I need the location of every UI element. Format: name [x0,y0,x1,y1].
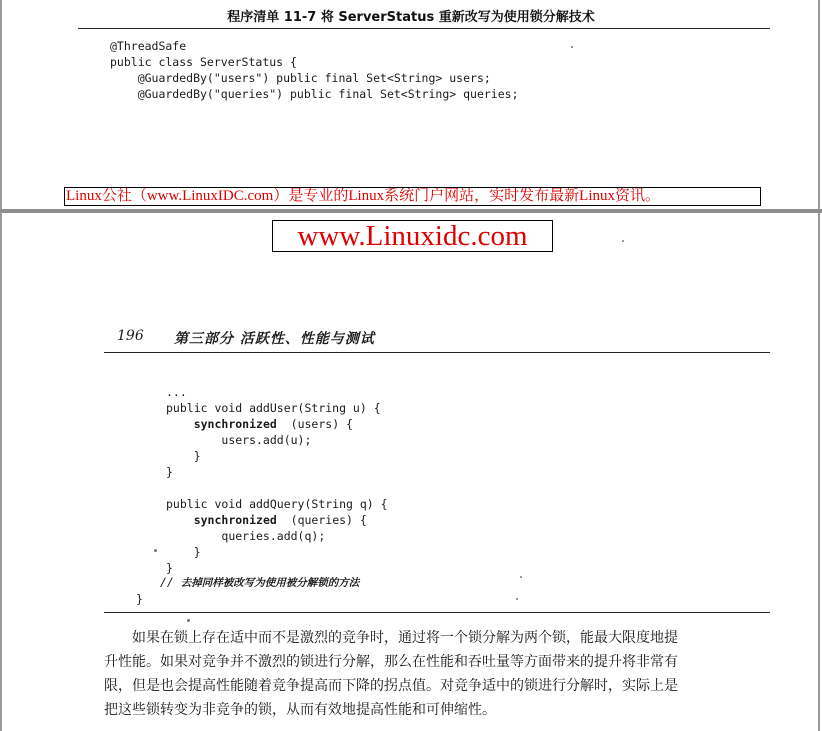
watermark-url[interactable]: www.Linuxidc.com [272,220,553,252]
code-line: public void addQuery(String q) { [166,497,388,511]
class-close-brace [136,591,143,607]
scan-speck [516,598,518,600]
paragraph-line: 把这些锁转变为非竞争的锁，从而有效地提高性能和可伸缩性。 [104,702,496,718]
code-line: ... [166,385,187,399]
synchronized-keyword: synchronized [193,417,277,431]
comment-text: 去掉同样被改写为使用被分解锁的方法 [180,577,360,589]
synchronized-keyword: synchronized [193,513,277,527]
scan-speck [571,46,573,48]
linuxidc-banner[interactable]: Linux公社（www.LinuxIDC.com）是专业的Linux系统门户网站，实时发布最新Linux资讯。 [64,187,761,206]
code-line: public void addUser(String u) { [166,401,381,415]
top-page [0,0,820,210]
top-code-block [110,38,519,102]
scan-speck [154,549,157,552]
header-rule [104,352,770,353]
code-fragment: (queries) { [290,513,367,527]
code-fragment: (users) { [290,417,353,431]
code-line: @GuardedBy("queries") public final Set<String> queries; [110,87,519,101]
code-line: } [136,592,143,606]
code-comment [160,575,359,590]
paragraph-line: 限，但是也会提高性能随着竞争提高而下降的拐点值。对竞争适中的锁进行分解时，实际上是 [104,678,678,694]
bottom-code-block [166,384,388,576]
body-paragraph [104,626,776,722]
scan-speck [520,576,522,578]
listing-title: 程序清单 11-7 将 ServerStatus 重新改写为使用锁分解技术 [227,10,595,25]
paragraph-line: 升性能。如果对竞争并不激烈的锁进行分解，那么在性能和吞吐量等方面带来的提升将非常有 [104,654,678,670]
code-line: @ThreadSafe [110,39,187,53]
code-fragment: queries.add(q); [221,529,326,543]
code-line: public class ServerStatus { [110,55,297,69]
code-line: @GuardedBy("users") public final Set<String> users; [110,71,491,85]
code-fragment: } [193,449,201,463]
code-end-rule [104,612,770,613]
listing-title-rule [78,28,770,29]
scan-speck [622,240,624,242]
code-fragment: } [166,465,173,479]
scan-speck [187,619,190,622]
code-fragment: } [193,545,201,559]
page-number: 196 [117,328,144,344]
comment-prefix: // [160,575,181,589]
code-fragment: users.add(u); [221,433,312,447]
code-fragment: } [166,561,173,575]
paragraph-line: 如果在锁上存在适中而不是激烈的竞争时，通过将一个锁分解为两个锁，能最大限度地提 [132,630,678,646]
part-heading: 第三部分 活跃性、性能与测试 [174,331,375,347]
